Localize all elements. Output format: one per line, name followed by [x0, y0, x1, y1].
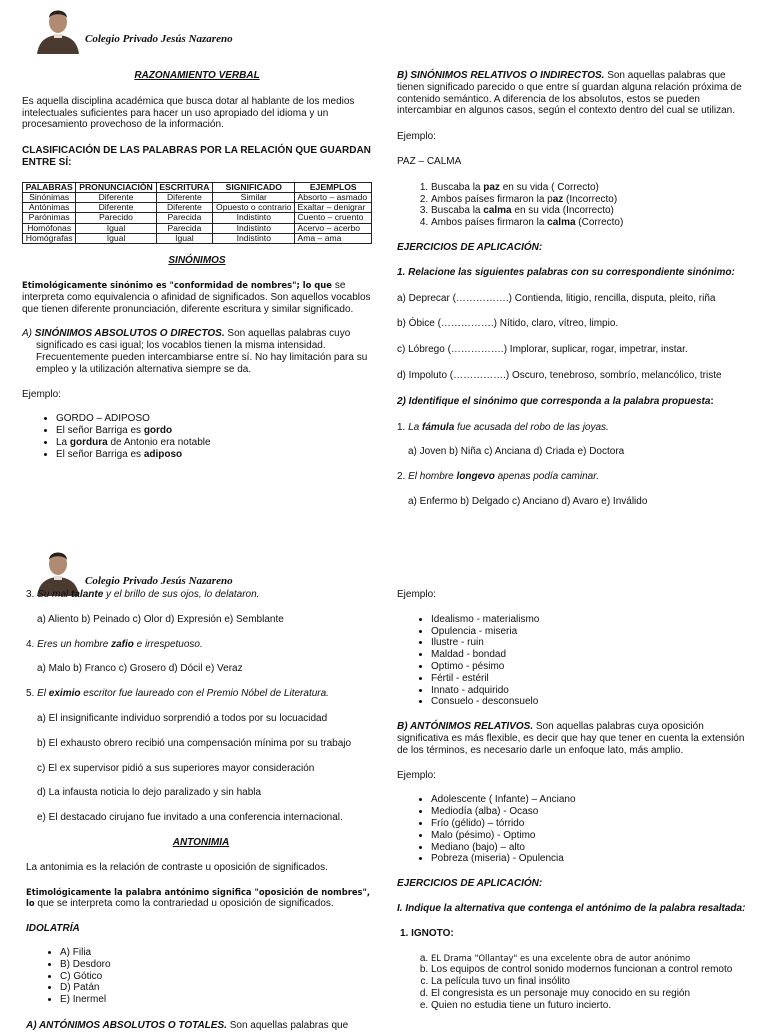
ejemplo-label: Ejemplo:: [397, 769, 436, 781]
antonimia-title: ANTONIMIA: [172, 836, 230, 848]
table-cell: Igual: [156, 233, 212, 243]
antonimia-definition: La antonimia es la relación de contraste u oposición de significados.: [26, 861, 328, 873]
list-item: d. El congresista es un personaje muy conocido en su región: [431, 988, 749, 1000]
table-cell: Similar: [213, 192, 295, 202]
intro-paragraph: Es aquella disciplina académica que busca dotar al hablante de los medios intelectuales suficientes para hacer un uso apropiado del idioma y un procesamiento provechoso de la información.: [22, 95, 355, 131]
table-cell: Parecida: [156, 213, 212, 223]
absolutos-antonimos-examples: [397, 614, 749, 708]
absolutos-label: SINÓNIMOS ABSOLUTOS O DIRECTOS.: [34, 328, 225, 340]
classification-table: [22, 182, 372, 244]
relativos-text: Son aquellas palabras que tienen significado parecido o que entre sí guardan alguna relación próxima de contenido semántico. A diferencia de los absolutos, estos se pueden intercambiar en algunos casos, según el contexto dentro del cual se utilizan.: [397, 70, 742, 117]
q5-option: e) El destacado cirujano fue invitado a una conferencia internacional.: [37, 812, 343, 824]
idolatria-word: IDOLATRÍA: [26, 923, 80, 935]
absolutos-prefix: A): [22, 328, 35, 340]
q4-options: a) Malo b) Franco c) Grosero d) Dócil e) Veraz: [37, 663, 243, 675]
q1-item: a) Deprecar (…………….) Contienda, litigio, rencilla, disputa, pleito, riña: [397, 292, 716, 304]
list-item: e. Quien no estudia tiene un futuro incierto.: [431, 1000, 749, 1012]
left-top-column: [22, 70, 372, 461]
list-item: • Pobreza (miseria) - Opulencia: [431, 853, 749, 865]
example-pair: PAZ – CALMA: [397, 155, 462, 167]
antonimos-absolutos: A) ANTÓNIMOS ABSOLUTOS O TOTALES. Son aquellas palabras que: [26, 1019, 349, 1031]
list-item: • B) Desdoro: [60, 959, 376, 971]
table-cell: Sinónimas: [23, 192, 76, 202]
table-cell: Diferente: [76, 192, 156, 202]
relativos-paragraph: [397, 70, 749, 117]
antonimos-relativos: B) ANTÓNIMOS RELATIVOS. Son aquellas palabras cuya oposición significativa es más flexible, es decir que hay que tener en cuenta la extensión de los términos, es necesario darle un enfoque lato, más amplio.: [397, 721, 745, 756]
list-item: 2. Ambos países firmaron la paz (Incorrecto): [431, 194, 749, 206]
list-item: c. La película tuvo un final insólito: [431, 976, 749, 988]
table-cell: Homófonas: [23, 223, 76, 233]
q5: 5. El eximio escritor fue laureado con el Premio Nóbel de Literatura.: [26, 688, 329, 700]
table-cell: Igual: [76, 233, 156, 243]
list-item: • GORDO – ADIPOSO: [56, 413, 372, 425]
list-item: • D) Patán: [60, 982, 376, 994]
sinonimos-def-rest: se interpreta como equivalencia o afinidad de significados. Son aquellos vocablos que tienen diferente pronunciación, diferente escritura y similar significado.: [22, 280, 371, 315]
table-cell: Parecida: [156, 223, 212, 233]
q3-options: a) Aliento b) Peinado c) Olor d) Expresión e) Semblante: [37, 613, 284, 625]
list-item: • El señor Barriga es adiposo: [56, 449, 372, 461]
table-header: EJEMPLOS: [295, 182, 372, 192]
idolatria-options: [26, 947, 376, 1006]
table-cell: Homógrafas: [23, 233, 76, 243]
q1-item: c) Lóbrego (…………….) Implorar, suplicar, rogar, impetrar, instar.: [397, 344, 688, 356]
table-cell: Parecido: [76, 213, 156, 223]
q2-item-1: 1. La fámula fue acusada del robo de las joyas.: [397, 421, 609, 433]
table-header: ESCRITURA: [156, 182, 212, 192]
q4: 4. Eres un hombre zafio e irrespetuoso.: [26, 638, 203, 650]
school-name: Colegio Privado Jesús Nazareno: [85, 575, 233, 587]
table-cell: Indistinto: [213, 223, 295, 233]
list-item: • Fértil - estéril: [431, 673, 749, 685]
table-header-row: [23, 182, 372, 192]
list-item: a. EL Drama "Ollantay" es una excelente obra de autor anónimo: [431, 953, 749, 965]
list-item: • Mediano (bajo) – alto: [431, 842, 749, 854]
q3: 3. Su mal talante y el brillo de sus ojos, lo delataron.: [26, 589, 260, 600]
q5-option: c) El ex supervisor pidió a sus superiores mayor consideración: [37, 762, 315, 774]
table-header: PALABRAS: [23, 182, 76, 192]
table-cell: Parónimas: [23, 213, 76, 223]
relativos-label: B) SINÓNIMOS RELATIVOS O INDIRECTOS.: [397, 70, 605, 81]
list-item: • A) Filia: [60, 947, 376, 959]
list-item: • La gordura de Antonio era notable: [56, 437, 372, 449]
sinonimos-def-etym: Etimológicamente sinónimo es "conformidad de nombres"; lo que: [22, 280, 335, 290]
table-cell: Acervo – acerbo: [295, 223, 372, 233]
portrait-icon: [33, 4, 83, 54]
relativos-examples: [397, 182, 749, 229]
sinonimos-title: SINÓNIMOS: [168, 255, 226, 267]
ejemplo-label: Ejemplo:: [397, 131, 436, 143]
q2-item-2: 2. El hombre longevo apenas podía caminar.: [397, 471, 599, 483]
ignoto-options: [397, 953, 749, 1012]
ejemplo-label: Ejemplo:: [397, 589, 436, 600]
list-item: • E) Inermel: [60, 994, 376, 1006]
q2-item-1-options: a) Joven b) Niña c) Anciana d) Criada e) Doctora: [408, 446, 625, 458]
table-row: [23, 192, 372, 202]
table-cell: Ama – ama: [295, 233, 372, 243]
list-item: • Adolescente ( Infante) – Anciano: [431, 794, 749, 806]
list-item: • Ilustre - ruin: [431, 637, 749, 649]
q5-option: a) El insignificante individuo sorprendió a todos por su locuacidad: [37, 712, 328, 724]
sinonimos-definition: [22, 280, 372, 315]
list-item: • C) Gótico: [60, 971, 376, 983]
table-cell: Antónimas: [23, 203, 76, 213]
q1-item: b) Óbice (…………….) Nítido, claro, vítreo, limpio.: [397, 318, 619, 330]
relativos-antonimos-examples: [397, 794, 749, 865]
instruction: I. Indique la alternativa que contenga el antónimo de la palabra resaltada:: [397, 902, 746, 914]
list-item: • Idealismo - materialismo: [431, 614, 749, 626]
antonimia-etymology: Etimológicamente la palabra antónimo significa "oposición de nombres", lo que se interpreta como la contrariedad u oposición de significados.: [26, 886, 371, 910]
table-header: SIGNIFICADO: [213, 182, 295, 192]
table-cell: Indistinto: [213, 233, 295, 243]
table-cell: Indistinto: [213, 213, 295, 223]
list-item: • Malo (pésimo) - Optimo: [431, 830, 749, 842]
table-cell: Diferente: [156, 203, 212, 213]
list-item: 4. Ambos países firmaron la calma (Correcto): [431, 217, 749, 229]
table-row: [23, 233, 372, 243]
absolutos-text: Son aquellas palabras cuyo significado es casi igual; los vocablos tienen la misma intensidad. Frecuentemente pueden intercambiarse entre sí. No hay limitación para su empleo y la utilización alternativa siempre se da.: [36, 328, 368, 375]
absolutos-paragraph: [22, 328, 372, 375]
list-item: 3. Buscaba la calma en su vida (Incorrecto): [431, 205, 749, 217]
list-item: • Optimo - pésimo: [431, 661, 749, 673]
question-2: 2) Identifique el sinónimo que corresponda a la palabra propuesta:: [397, 395, 714, 407]
question-1: 1. Relacione las siguientes palabras con su correspondiente sinónimo:: [397, 266, 735, 278]
right-top-column: [397, 70, 749, 508]
list-item: • Consuelo - desconsuelo: [431, 696, 749, 708]
classification-heading: CLASIFICACIÓN DE LAS PALABRAS POR LA RELACIÓN QUE GUARDAN ENTRE SÍ:: [22, 145, 371, 168]
table-row: [23, 213, 372, 223]
q5-option: d) La infausta noticia lo dejo paralizado y sin habla: [37, 787, 262, 799]
school-name: Colegio Privado Jesús Nazareno: [85, 33, 233, 45]
list-item: • Frío (gélido) – tórrido: [431, 818, 749, 830]
header-top: [33, 4, 83, 58]
table-cell: Exaltar – denigrar: [295, 203, 372, 213]
table-row: [23, 203, 372, 213]
table-row: [23, 223, 372, 233]
absolutos-examples: [22, 413, 372, 460]
ejemplo-label: Ejemplo:: [22, 388, 61, 400]
right-bottom-column: [397, 589, 749, 1012]
q2-item-2-options: a) Enfermo b) Delgado c) Anciano d) Avaro e) Inválido: [408, 495, 648, 507]
table-cell: Diferente: [156, 192, 212, 202]
list-item: b. Los equipos de control sonido modernos funcionan a control remoto: [431, 964, 749, 976]
table-cell: Opuesto o contrario: [213, 203, 295, 213]
list-item: • Maldad - bondad: [431, 649, 749, 661]
ignoto-word: 1. IGNOTO:: [400, 927, 454, 939]
list-item: • Innato - adquirido: [431, 685, 749, 697]
table-header: PRONUNCIACIÓN: [76, 182, 156, 192]
table-cell: Diferente: [76, 203, 156, 213]
list-item: 1. Buscaba la paz en su vida ( Correcto): [431, 182, 749, 194]
left-bottom-column: [26, 589, 376, 1032]
ejercicios-heading: EJERCICIOS DE APLICACIÓN:: [397, 878, 543, 890]
list-item: • El señor Barriga es gordo: [56, 425, 372, 437]
table-cell: Absorto – asmado: [295, 192, 372, 202]
table-cell: Cuento – cruento: [295, 213, 372, 223]
list-item: • Mediodía (alba) - Ocaso: [431, 806, 749, 818]
q1-item: d) Impoluto (…………….) Oscuro, tenebroso, sombrío, melancólico, triste: [397, 369, 722, 381]
ejercicios-heading: EJERCICIOS DE APLICACIÓN:: [397, 241, 543, 253]
list-item: • Opulencia - miseria: [431, 626, 749, 638]
table-cell: Igual: [76, 223, 156, 233]
q5-option: b) El exhausto obrero recibió una compensación mínima por su trabajo: [37, 737, 352, 749]
page-title: RAZONAMIENTO VERBAL: [134, 70, 260, 81]
